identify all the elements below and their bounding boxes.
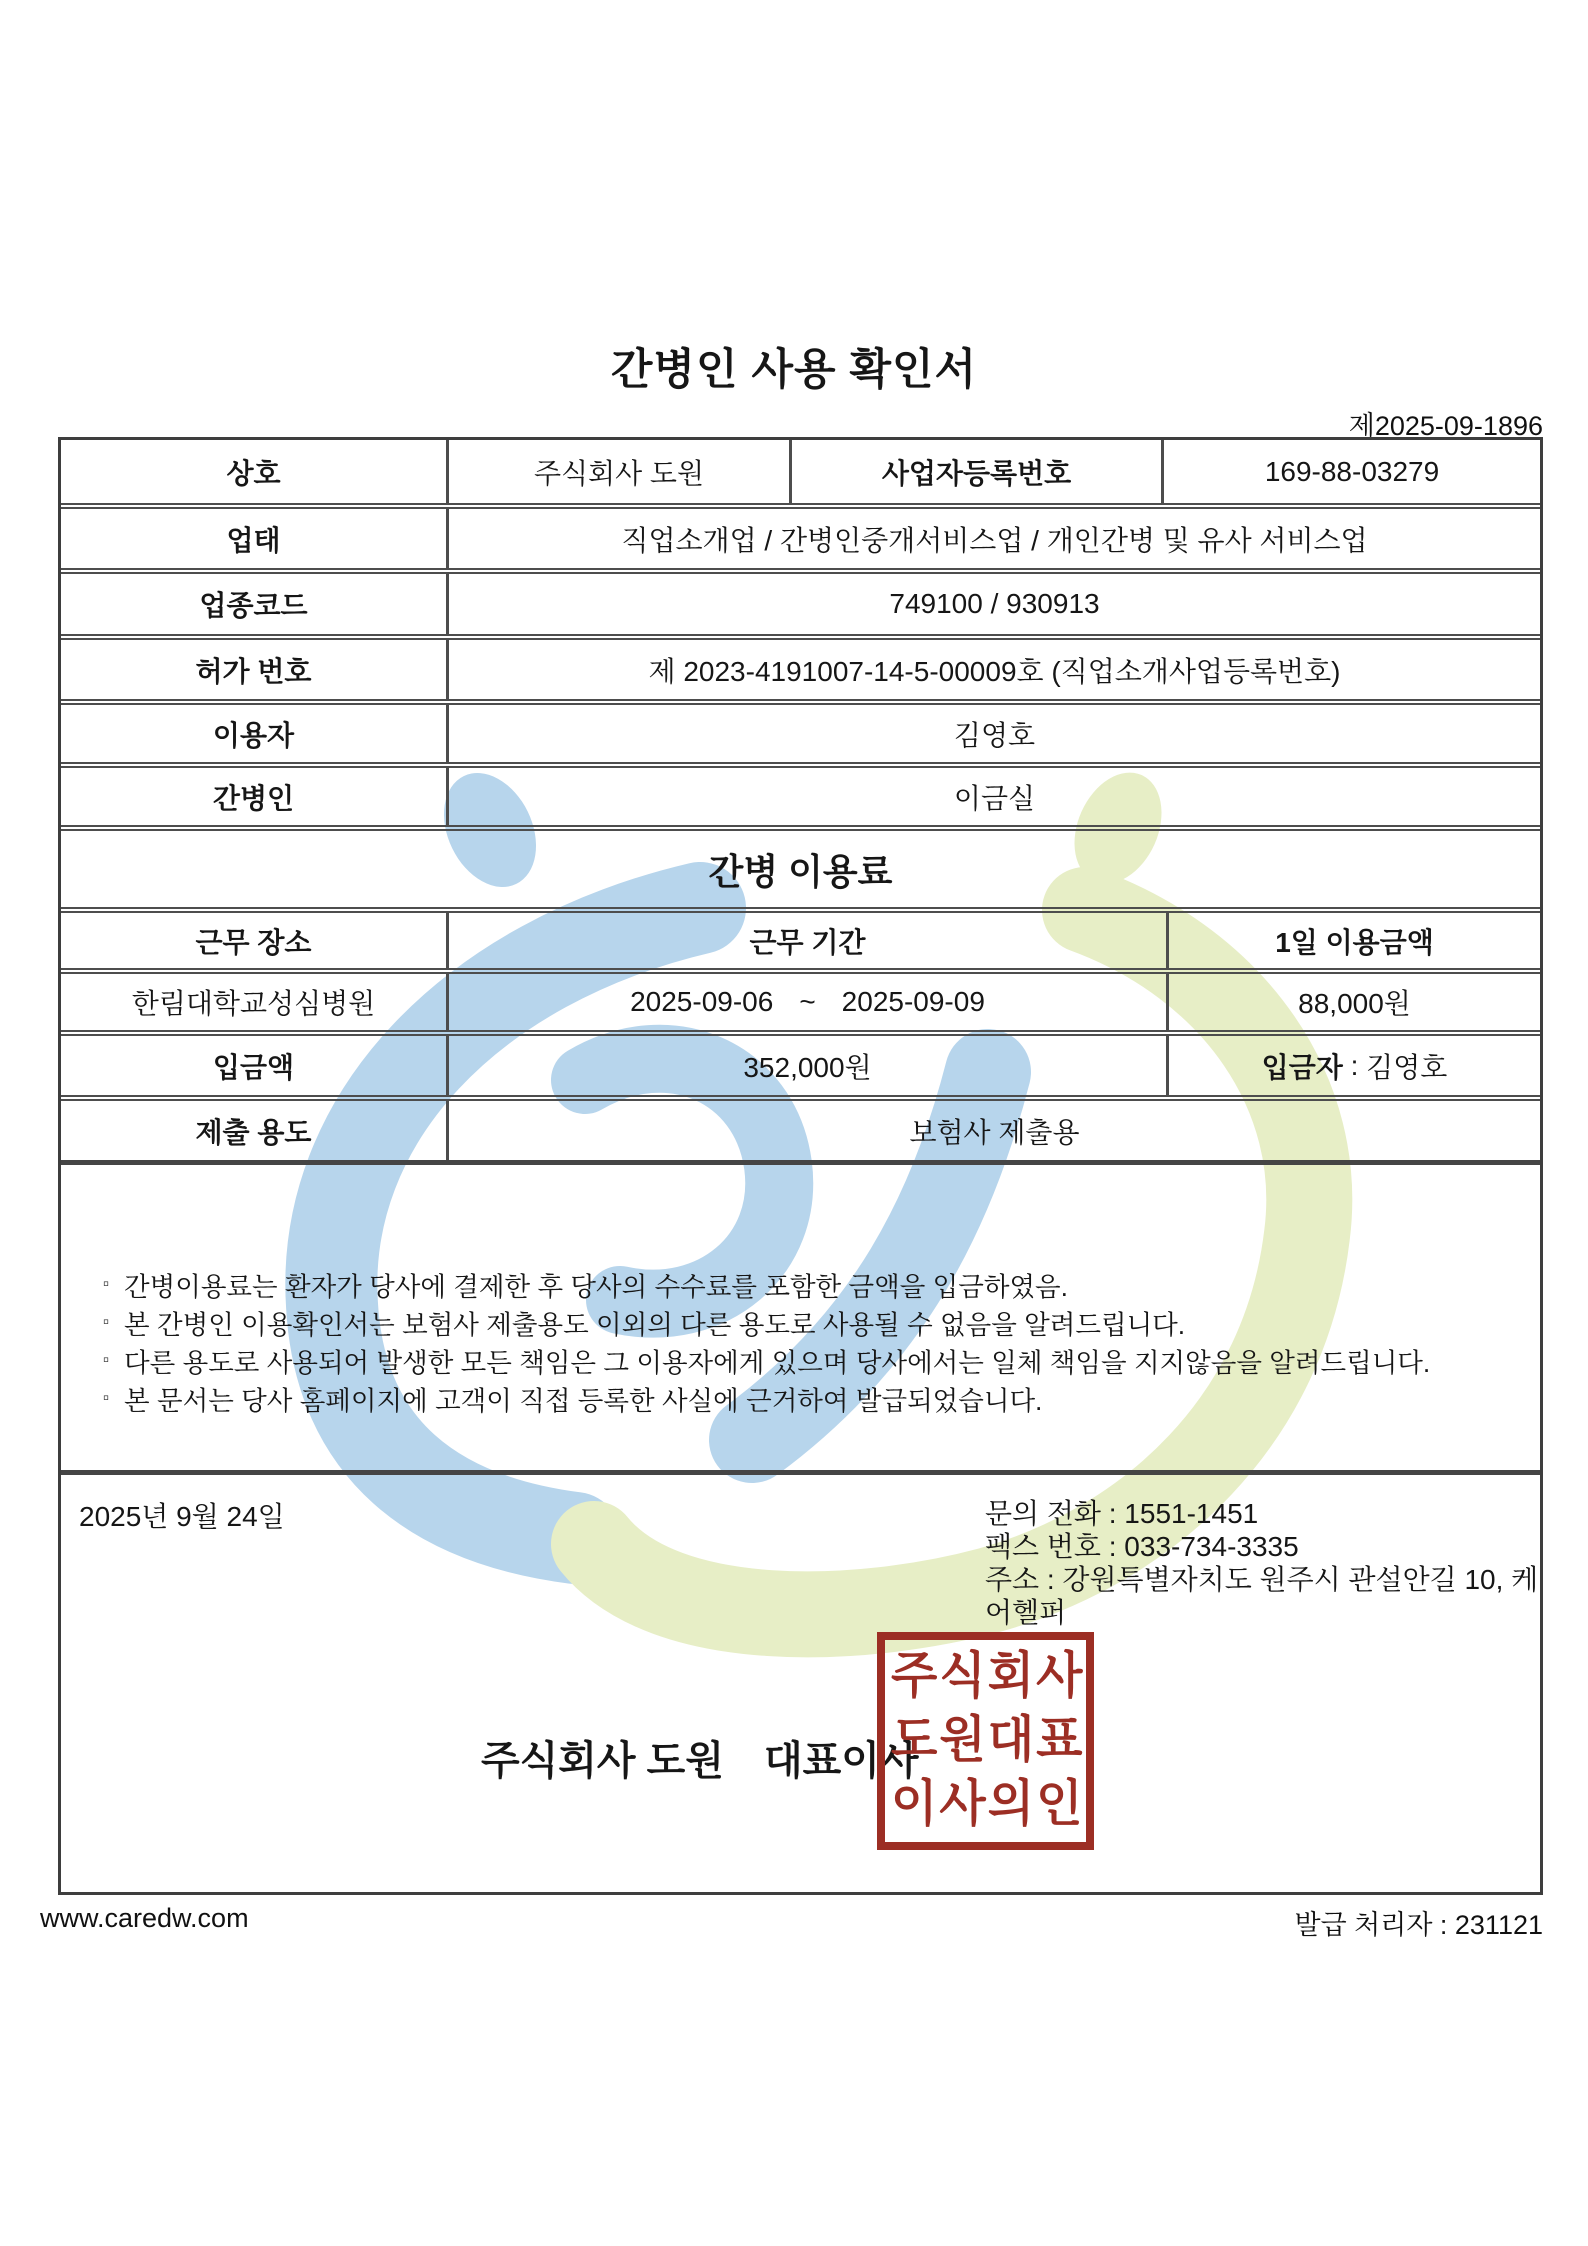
purpose-value: 보험사 제출용 [446,1101,1540,1160]
fee-section-title: 간병 이용료 [708,850,893,892]
stamp-text-line: 도원대표 [891,1712,1085,1769]
stamp-text-line: 주식회사 [891,1648,1085,1705]
biz-type-label: 업태 [226,524,281,556]
company-label: 상호 [226,457,281,489]
caregiver-value: 이금실 [446,768,1540,825]
permit-value: 제 2023-4191007-14-5-00009호 (직업소개사업등록번호) [446,640,1540,699]
contact-phone: 문의 전화 : 1551-1451 [985,1498,1259,1529]
depositor-colon: : [1342,1049,1367,1081]
signature-ceo: 대표이사 [763,1739,919,1783]
biz-code-value: 749100 / 930913 [446,574,1540,634]
note-item [103,1341,1510,1379]
table-row-company [61,440,1540,503]
period-tilde: ~ [799,986,816,1017]
contact-fax: 팩스 번호 : 033-734-3335 [985,1531,1299,1562]
work-period-header: 근무 기간 [446,913,1166,968]
note-text: 본 간병인 이용확인서는 보험사 제출용도 이외의 다른 용도로 사용될 수 없음을 알려드립니다. [124,1309,1186,1340]
note-item [103,1265,1510,1303]
business-reg-value: 169-88-03279 [1161,440,1540,503]
main-table [58,437,1543,1895]
document-number: 제2025-09-1896 [1348,411,1543,441]
work-place-header: 근무 장소 [195,926,312,958]
note-text: 다른 용도로 사용되어 발생한 모든 책임은 그 이용자에게 있으며 당사에서는 일체 책임을 지지않음을 알려드립니다. [124,1347,1431,1378]
table-row-biz-code [61,568,1540,634]
table-row-permit [61,634,1540,699]
issue-box [61,1470,1540,1892]
period-from: 2025-09-06 [630,986,774,1017]
biz-code-label: 업종코드 [199,590,308,621]
note-bullet-icon: ▫ [103,1274,110,1293]
table-row-user [61,699,1540,762]
work-place-value: 한림대학교성심병원 [131,988,376,1019]
user-label: 이용자 [212,719,295,751]
footer-issuer: 발급 처리자 : 231121 [1294,1910,1543,1940]
table-row-purpose [61,1095,1540,1160]
corporate-seal-stamp [877,1632,1094,1850]
daily-fee-value: 88,000원 [1166,974,1540,1030]
page-title: 간병인 사용 확인서 [610,346,978,394]
table-row-deposit [61,1030,1540,1095]
table-row-caregiver [61,762,1540,825]
footer-website: www.caredw.com [40,1903,249,1933]
depositor-cell [1166,1036,1540,1095]
permit-label: 허가 번호 [195,655,312,687]
page-footer [40,1903,1543,1942]
work-period-value [446,974,1166,1030]
notes-box [61,1160,1540,1470]
deposit-label: 입금액 [212,1051,295,1083]
biz-type-value: 직업소개업 / 간병인중개서비스업 / 개인간병 및 유사 서비스업 [446,509,1540,568]
note-bullet-icon: ▫ [103,1388,110,1407]
note-item [103,1379,1510,1417]
table-row-work-header [61,907,1540,968]
table-row-fee-section [61,825,1540,907]
period-to: 2025-09-09 [841,986,985,1017]
note-bullet-icon: ▫ [103,1312,110,1331]
signature-line [481,1729,919,1786]
deposit-value: 352,000원 [446,1036,1166,1095]
daily-fee-header: 1일 이용금액 [1166,913,1540,968]
caregiver-label: 간병인 [212,782,295,814]
table-row-biz-type [61,503,1540,568]
depositor-label: 입금자 [1261,1051,1343,1083]
note-bullet-icon: ▫ [103,1350,110,1369]
note-text: 본 문서는 당사 홈페이지에 고객이 직접 등록한 사실에 근거하여 발급되었습니다. [124,1385,1043,1416]
business-reg-label: 사업자등록번호 [789,440,1161,503]
company-value: 주식회사 도원 [446,440,789,503]
contact-block [985,1497,1540,1629]
contact-address: 주소 : 강원특별자치도 원주시 관설안길 10, 케어헬퍼 [985,1564,1539,1628]
note-item [103,1303,1510,1341]
issue-date: 2025년 9월 24일 [79,1501,285,1532]
purpose-label: 제출 용도 [195,1116,312,1148]
user-value: 김영호 [446,705,1540,762]
table-row-work-data [61,968,1540,1030]
signature-company: 주식회사 도원 [481,1739,724,1783]
depositor-name: 김영호 [1366,1051,1448,1083]
stamp-text-line: 이사의인 [891,1776,1085,1833]
note-text: 간병이용료는 환자가 당사에 결제한 후 당사의 수수료를 포함한 금액을 입금하였음. [124,1271,1069,1302]
